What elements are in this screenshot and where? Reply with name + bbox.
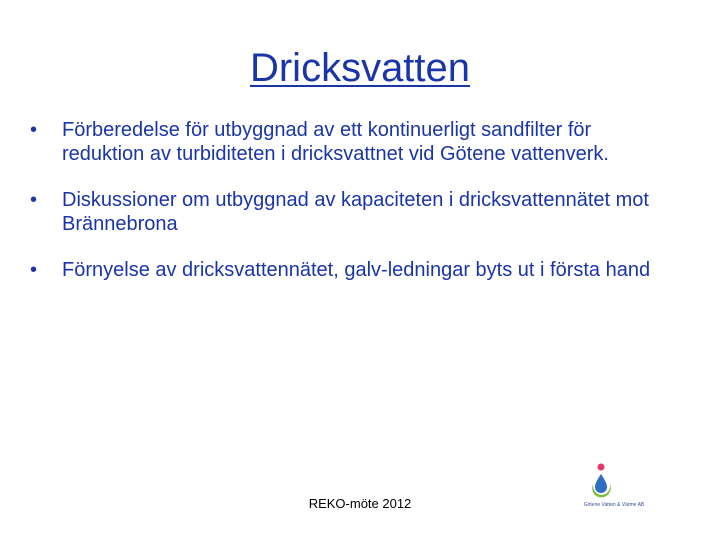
- bullet-item: [30, 258, 670, 282]
- logo-text: Götene Vatten & Värme AB: [583, 502, 645, 508]
- logo-drop: [595, 474, 607, 493]
- bullet-marker: •: [30, 189, 38, 211]
- bullet-marker: •: [30, 119, 38, 141]
- logo-dot: [598, 464, 605, 471]
- bullet-text: Förnyelse av dricksvattennätet, galv-ledningar byts ut i första hand: [62, 259, 651, 281]
- slide-footer: REKO-möte 2012: [308, 496, 412, 511]
- bullet-marker: •: [30, 259, 38, 281]
- bullet-list: [30, 118, 670, 304]
- bullet-text: Diskussioner om utbyggnad av kapaciteten i dricksvattennätet mot Brännebrona: [62, 189, 649, 235]
- logo-icon: [566, 462, 662, 502]
- bullet-text: Förberedelse för utbyggnad av ett kontinuerligt sandfilter för reduktion av turbiditeten i dricksvattnet vid Götene vattenverk.: [62, 119, 609, 165]
- slide-title: Dricksvatten: [249, 46, 471, 90]
- company-logo: [566, 462, 662, 510]
- bullet-item: [30, 188, 670, 236]
- bullet-item: [30, 118, 670, 166]
